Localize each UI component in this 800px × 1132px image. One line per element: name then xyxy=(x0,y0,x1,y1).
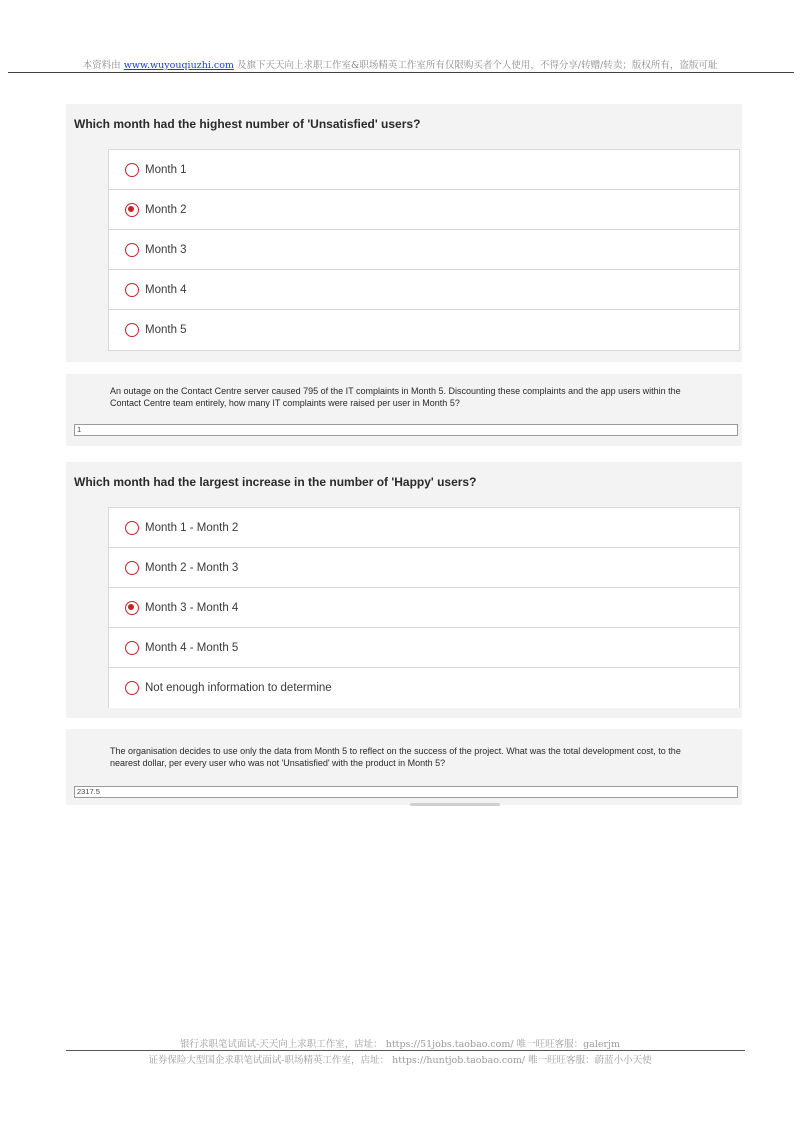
option-label: Month 5 xyxy=(145,324,187,336)
q1-option-month-5[interactable] xyxy=(109,310,739,350)
question-2-answer-field[interactable]: 1 xyxy=(74,424,738,436)
q3-option-not-enough-info[interactable] xyxy=(109,668,739,708)
radio-unchecked-icon[interactable] xyxy=(125,521,139,535)
question-1-panel xyxy=(66,104,742,362)
footer-divider xyxy=(66,1050,745,1051)
option-label: Month 3 - Month 4 xyxy=(145,601,239,614)
question-2-text: An outage on the Contact Centre server caused 795 of the IT complaints in Month 5. Discounting these complaints and the app users within the Contact Centre team entirely, how many IT complaints were raised per user in Month 5? xyxy=(110,386,681,408)
radio-unchecked-icon[interactable] xyxy=(125,641,139,655)
option-label: Month 2 - Month 3 xyxy=(145,561,239,574)
footer-line-2-link[interactable]: https://huntjob.taobao.com/ xyxy=(392,1055,526,1066)
question-3-title: Which month had the largest increase in the number of 'Happy' users? xyxy=(74,475,477,489)
header-divider xyxy=(8,72,794,73)
question-2-panel xyxy=(66,374,742,446)
radio-unchecked-icon[interactable] xyxy=(125,561,139,575)
q1-option-month-1[interactable] xyxy=(109,150,739,190)
q3-option-month-3-4[interactable] xyxy=(109,588,739,628)
header-link[interactable]: www.wuyouqiuzhi.com xyxy=(123,60,234,71)
footer-line-1-suffix: 唯一旺旺客服：galerjm xyxy=(516,1039,620,1050)
option-label: Not enough information to determine xyxy=(145,682,332,694)
horizontal-scrollbar[interactable] xyxy=(410,803,500,806)
footer-line-1 xyxy=(0,1036,800,1050)
question-3-panel xyxy=(66,462,742,718)
footer-line-1-prefix: 银行求职笔试面试-天天向上求职工作室，店址： xyxy=(180,1039,383,1050)
question-1-options xyxy=(108,149,740,351)
question-1-title: Which month had the highest number of 'Unsatisfied' users? xyxy=(74,117,421,131)
footer-line-2 xyxy=(0,1052,800,1066)
question-4-answer-field[interactable]: 2317.5 xyxy=(74,786,738,798)
radio-checked-icon[interactable] xyxy=(125,203,139,217)
q1-option-month-4[interactable] xyxy=(109,270,739,310)
q1-option-month-2[interactable] xyxy=(109,190,739,230)
page-header xyxy=(0,57,800,71)
question-4-panel xyxy=(66,729,742,805)
option-label: Month 3 xyxy=(145,243,187,256)
option-label: Month 1 - Month 2 xyxy=(145,521,239,534)
radio-checked-icon[interactable] xyxy=(125,601,139,615)
q1-option-month-3[interactable] xyxy=(109,230,739,270)
footer-line-2-prefix: 证券保险大型国企求职笔试面试-职场精英工作室，店址： xyxy=(148,1055,390,1066)
radio-unchecked-icon[interactable] xyxy=(125,243,139,257)
option-label: Month 1 xyxy=(145,163,187,176)
radio-unchecked-icon[interactable] xyxy=(125,323,139,337)
radio-unchecked-icon[interactable] xyxy=(125,681,139,695)
option-label: Month 4 xyxy=(145,283,187,296)
option-label: Month 4 - Month 5 xyxy=(145,641,239,654)
footer-line-1-link[interactable]: https://51jobs.taobao.com/ xyxy=(385,1039,514,1050)
question-3-options xyxy=(108,507,740,708)
radio-unchecked-icon[interactable] xyxy=(125,163,139,177)
option-label: Month 2 xyxy=(145,203,187,216)
header-prefix: 本资料由 xyxy=(82,60,121,71)
radio-unchecked-icon[interactable] xyxy=(125,283,139,297)
q3-option-month-2-3[interactable] xyxy=(109,548,739,588)
question-4-text: The organisation decides to use only the data from Month 5 to reflect on the success of the project. What was the total development cost, to the nearest dollar, per every user who was not 'Unsatisfied' with the product in Month 5? xyxy=(110,746,681,768)
q3-option-month-1-2[interactable] xyxy=(109,508,739,548)
footer-line-2-suffix: 唯一旺旺客服：蔚蓝小小天使 xyxy=(528,1055,652,1066)
header-suffix: 及旗下天天向上求职工作室&职场精英工作室所有仅限购买者个人使用，不得分享/转赠/转卖；版权所有，盗版可耻 xyxy=(236,60,718,71)
q3-option-month-4-5[interactable] xyxy=(109,628,739,668)
